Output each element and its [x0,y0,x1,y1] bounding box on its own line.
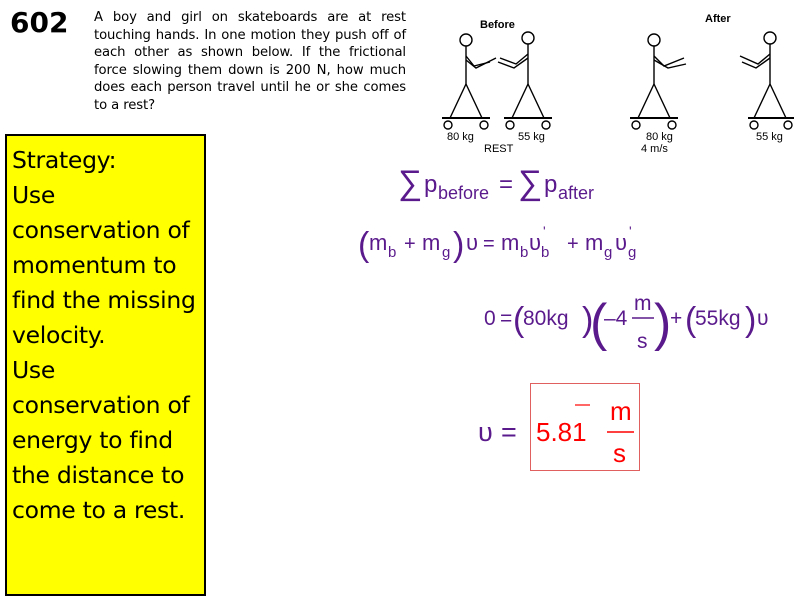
svg-text:0: 0 [484,307,496,330]
problem-number: 602 [10,6,69,39]
svg-text:g: g [628,244,637,261]
svg-text:': ' [543,223,546,239]
svg-text:=: = [483,233,495,255]
after-label: After [705,13,731,25]
numeric-momentum-equation [484,292,768,353]
svg-text:b: b [520,244,529,261]
svg-text:=: = [500,307,513,330]
strategy-line: energy to find [12,426,173,454]
svg-text:m: m [369,230,388,255]
strategy-line: the distance to [12,461,185,489]
svg-text:υ: υ [466,230,479,255]
strategy-line: come to a rest. [12,496,186,524]
svg-text:υ: υ [615,230,628,255]
svg-text:): ) [654,294,672,352]
after-boy-velocity: 4 m/s [641,143,668,155]
svg-text:g: g [442,244,451,261]
svg-text:+: + [567,233,579,255]
svg-text:m: m [610,396,632,426]
after-boy-mass: 80 kg [646,131,673,143]
svg-text:s: s [613,438,626,468]
answer-box [530,383,640,471]
after-girl-mass: 55 kg [756,131,783,143]
svg-text:g: g [604,244,613,261]
svg-text:p: p [424,171,438,198]
svg-text:(: ( [513,301,525,339]
svg-text:=: = [499,171,514,198]
result-equation-lhs [478,417,517,447]
svg-text:b: b [388,244,397,261]
strategy-line: find the missing [12,286,196,314]
svg-text:after: after [558,183,595,203]
strategy-line: conservation of [12,391,190,419]
svg-text:80kg: 80kg [523,307,569,330]
svg-text:': ' [629,223,632,239]
svg-text:m: m [585,230,604,255]
strategy-line: momentum to [12,251,177,279]
svg-text:s: s [637,330,648,353]
strategy-line: Strategy: [12,146,117,174]
svg-text:+: + [404,233,416,255]
svg-text:υ: υ [478,417,493,447]
strategy-line: conservation of [12,216,190,244]
before-label: Before [480,19,515,31]
svg-text:m: m [634,292,652,315]
svg-text:b: b [541,244,550,261]
svg-text:before: before [438,183,490,203]
svg-text:(: ( [590,294,608,352]
before-girl-mass: 55 kg [518,131,545,143]
svg-text:): ) [745,301,757,339]
before-boy-mass: 80 kg [447,131,474,143]
svg-text:p: p [544,171,558,198]
svg-text:m: m [422,230,441,255]
svg-text:55kg: 55kg [695,307,741,330]
svg-text:υ: υ [757,307,769,330]
strategy-line: velocity. [12,321,106,349]
svg-text:=: = [501,417,517,447]
svg-text:∑: ∑ [398,164,423,202]
svg-text:5.81: 5.81 [536,417,587,447]
problem-statement: A boy and girl on skateboards are at rest touching hands. In one motion they push off of each other as shown below. If the frictional force slowing them down is 200 N, how much does each person travel until he or she comes to a rest? [94,10,406,113]
svg-text:υ: υ [529,230,542,255]
svg-text:∑: ∑ [518,164,543,202]
svg-text:): ) [453,226,465,264]
svg-text:(: ( [685,301,697,339]
rest-label: REST [484,143,514,155]
svg-text:): ) [582,301,594,339]
momentum-expanded-equation [358,223,636,264]
momentum-sum-equation [398,164,594,203]
strategy-line: Use [12,356,56,384]
svg-text:(: ( [358,226,370,264]
svg-text:m: m [501,230,520,255]
svg-text:+: + [670,307,683,330]
svg-text:–4: –4 [604,307,628,330]
strategy-line: Use [12,181,56,209]
